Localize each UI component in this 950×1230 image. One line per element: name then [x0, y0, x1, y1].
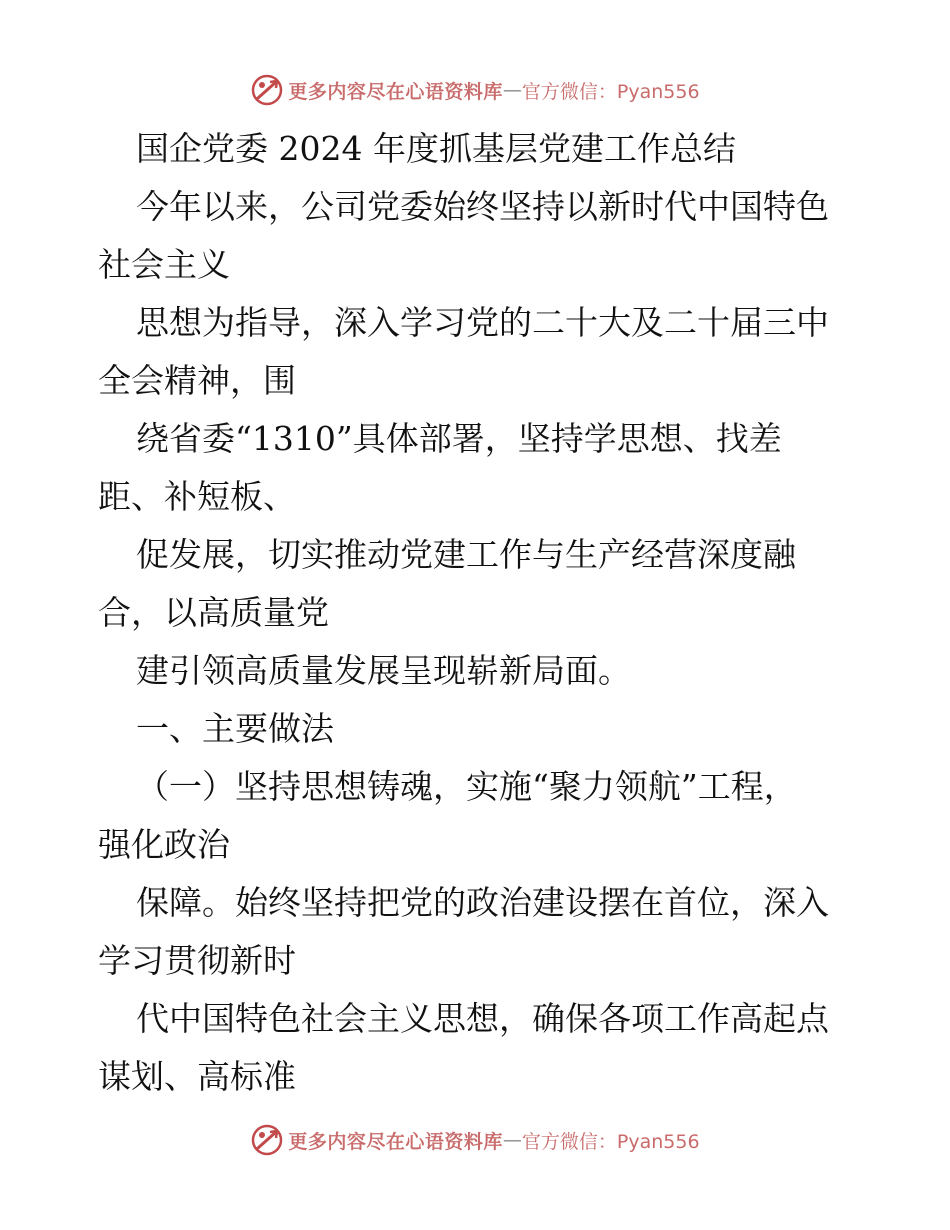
paragraph-line: 代中国特色社会主义思想，确保各项工作高起点	[136, 999, 829, 1038]
banner-separator: —	[502, 1129, 522, 1151]
paragraph-line: 谋划、高标准	[98, 1057, 296, 1096]
paragraph-line: 全会精神，围	[98, 361, 296, 400]
paragraph-line: 绕省委“1310”具体部署，坚持学思想、找差	[136, 419, 782, 458]
paragraph-line: 促发展，切实推动党建工作与生产经营深度融	[136, 535, 796, 574]
paragraph-line: 今年以来，公司党委始终坚持以新时代中国特色	[136, 187, 829, 226]
section-heading: 一、主要做法	[136, 709, 334, 748]
paragraph-line: 学习贯彻新时	[98, 941, 296, 980]
paragraph-line: 建引领高质量发展呈现崭新局面。	[136, 651, 631, 690]
banner-separator: —	[502, 79, 522, 101]
banner-wechat-text: 官方微信：Pyan556	[521, 1130, 700, 1153]
paragraph-line: 思想为指导，深入学习党的二十大及二十届三中	[136, 303, 829, 342]
brand-logo-icon	[250, 73, 284, 107]
paragraph-line: 保障。始终坚持把党的政治建设摆在首位，深入	[136, 883, 829, 922]
subsection-heading: （一）坚持思想铸魂，实施“聚力领航”工程，	[136, 767, 797, 806]
paragraph-line: 距、补短板、	[98, 477, 296, 516]
paragraph-line: 社会主义	[98, 245, 230, 284]
footer-watermark-banner	[0, 1120, 950, 1160]
banner-site-text: 更多内容尽在心语资料库	[288, 1130, 503, 1153]
banner-wechat-text: 官方微信：Pyan556	[521, 80, 700, 103]
document-body	[98, 120, 868, 1106]
document-title: 国企党委 2024 年度抓基层党建工作总结	[136, 129, 736, 168]
paragraph-line: 合，以高质量党	[98, 593, 329, 632]
brand-logo-icon	[250, 1123, 284, 1157]
paragraph-line: 强化政治	[98, 825, 230, 864]
header-watermark-banner	[0, 70, 950, 110]
banner-site-text: 更多内容尽在心语资料库	[288, 80, 503, 103]
